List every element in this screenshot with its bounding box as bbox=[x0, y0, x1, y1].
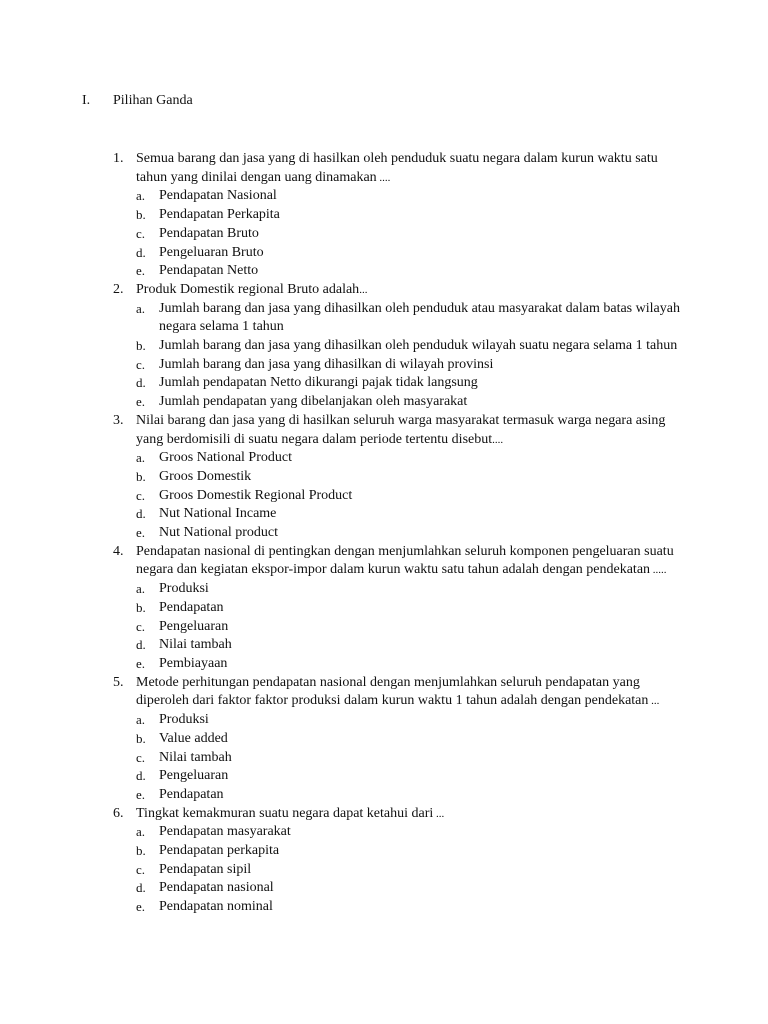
option-text: Pendapatan Perkapita bbox=[159, 207, 280, 223]
answer-options bbox=[136, 449, 683, 543]
option-letter: e. bbox=[136, 899, 146, 915]
option-letter: a. bbox=[136, 450, 146, 466]
answer-options bbox=[136, 300, 683, 412]
answer-option bbox=[136, 393, 683, 412]
option-text: Pendapatan sipil bbox=[159, 861, 252, 877]
option-text: Pendapatan nasional bbox=[159, 880, 274, 896]
option-letter: c. bbox=[136, 749, 146, 765]
answer-option bbox=[136, 449, 683, 468]
option-text: Pendapatan Nasional bbox=[159, 188, 277, 204]
section-title: Pilihan Ganda bbox=[113, 93, 193, 108]
answer-option bbox=[136, 636, 683, 655]
answer-option bbox=[136, 300, 683, 337]
answer-option bbox=[136, 468, 683, 487]
option-letter: e. bbox=[136, 394, 146, 410]
question-item bbox=[113, 412, 683, 543]
answer-option bbox=[136, 599, 683, 618]
option-letter: b. bbox=[136, 843, 146, 859]
answer-option bbox=[136, 374, 683, 393]
option-text: Pengeluaran bbox=[159, 768, 229, 784]
option-text: Nilai tambah bbox=[159, 749, 232, 765]
question-item bbox=[113, 674, 683, 805]
question-prompt: Tingkat kemakmuran suatu negara dapat ketahui dari bbox=[136, 805, 434, 821]
question-number: 6. bbox=[113, 805, 124, 821]
answer-options bbox=[136, 823, 683, 917]
option-text: Nilai tambah bbox=[159, 637, 232, 653]
answer-option bbox=[136, 206, 683, 225]
option-text: Pendapatan nominal bbox=[159, 899, 273, 915]
option-letter: b. bbox=[136, 599, 146, 615]
option-letter: a. bbox=[136, 300, 146, 316]
option-letter: d. bbox=[136, 880, 146, 896]
answer-option bbox=[136, 749, 683, 768]
question-ellipsis: .... bbox=[492, 433, 504, 446]
answer-option bbox=[136, 244, 683, 263]
option-letter: c. bbox=[136, 225, 146, 241]
option-letter: a. bbox=[136, 824, 146, 840]
option-text: Pendapatan Netto bbox=[159, 263, 259, 279]
answer-options bbox=[136, 580, 683, 674]
question-list bbox=[113, 150, 683, 917]
question-text bbox=[136, 412, 683, 449]
question-ellipsis: ..... bbox=[650, 564, 667, 577]
option-text: Groos Domestik bbox=[159, 468, 252, 484]
question-item bbox=[113, 281, 683, 412]
option-text: Pendapatan perkapita bbox=[159, 843, 280, 859]
answer-option bbox=[136, 505, 683, 524]
option-text: Pengeluaran Bruto bbox=[159, 244, 264, 260]
question-text bbox=[136, 150, 683, 187]
option-letter: d. bbox=[136, 244, 146, 260]
answer-option bbox=[136, 356, 683, 375]
answer-option bbox=[136, 225, 683, 244]
answer-option bbox=[136, 767, 683, 786]
option-text: Jumlah barang dan jasa yang dihasilkan di wilayah provinsi bbox=[159, 356, 494, 372]
answer-option bbox=[136, 487, 683, 506]
question-prompt: Metode perhitungan pendapatan nasional dengan menjumlahkan seluruh pendapatan yang diperoleh dari faktor faktor produksi dalam kurun waktu 1 tahun adalah dengan pendekatan bbox=[136, 674, 649, 709]
option-letter: a. bbox=[136, 581, 146, 597]
option-letter: b. bbox=[136, 730, 146, 746]
option-letter: d. bbox=[136, 506, 146, 522]
option-letter: c. bbox=[136, 861, 146, 877]
option-letter: c. bbox=[136, 487, 146, 503]
question-text bbox=[136, 543, 683, 580]
option-text: Jumlah pendapatan yang dibelanjakan oleh masyarakat bbox=[159, 394, 468, 410]
question-item bbox=[113, 543, 683, 674]
question-prompt: Nilai barang dan jasa yang di hasilkan seluruh warga masyarakat termasuk warga negara asing yang berdomisili di suatu negara dalam periode tertentu disebut bbox=[136, 412, 666, 447]
answer-option bbox=[136, 580, 683, 599]
option-text: Pendapatan masyarakat bbox=[159, 824, 291, 840]
question-ellipsis: .... bbox=[376, 171, 391, 184]
option-letter: d. bbox=[136, 637, 146, 653]
option-text: Pendapatan bbox=[159, 786, 224, 802]
question-text bbox=[136, 674, 683, 711]
question-ellipsis: ... bbox=[359, 283, 368, 296]
answer-option bbox=[136, 711, 683, 730]
option-text: Groos National Product bbox=[159, 450, 292, 466]
answer-option bbox=[136, 730, 683, 749]
option-letter: e. bbox=[136, 655, 146, 671]
question-number: 3. bbox=[113, 412, 124, 428]
answer-option bbox=[136, 262, 683, 281]
question-ellipsis: ... bbox=[648, 695, 660, 708]
option-letter: e. bbox=[136, 786, 146, 802]
question-prompt: Semua barang dan jasa yang di hasilkan oleh penduduk suatu negara dalam kurun waktu satu tahun yang dinilai dengan uang dinamakan bbox=[136, 151, 658, 185]
option-text: Produksi bbox=[159, 581, 209, 597]
answer-options bbox=[136, 711, 683, 805]
option-text: Pendapatan Bruto bbox=[159, 225, 259, 241]
answer-option bbox=[136, 337, 683, 356]
option-text: Value added bbox=[159, 730, 228, 746]
answer-option bbox=[136, 842, 683, 861]
question-number: 5. bbox=[113, 674, 124, 690]
option-letter: a. bbox=[136, 712, 146, 728]
option-letter: d. bbox=[136, 375, 146, 391]
option-text: Jumlah barang dan jasa yang dihasilkan oleh penduduk atau masyarakat dalam batas wilayah negara selama 1 tahun bbox=[159, 300, 680, 335]
answer-option bbox=[136, 861, 683, 880]
option-text: Jumlah barang dan jasa yang dihasilkan oleh penduduk wilayah suatu negara selama 1 tahun bbox=[159, 338, 678, 354]
question-number: 4. bbox=[113, 543, 124, 559]
question-number: 2. bbox=[113, 281, 124, 297]
question-text bbox=[136, 281, 683, 300]
option-text: Jumlah pendapatan Netto dikurangi pajak tidak langsung bbox=[159, 375, 478, 391]
question-item bbox=[113, 805, 683, 917]
answer-option bbox=[136, 187, 683, 206]
option-letter: d. bbox=[136, 768, 146, 784]
option-letter: e. bbox=[136, 525, 146, 541]
option-text: Pengeluaran bbox=[159, 618, 229, 634]
option-letter: b. bbox=[136, 207, 146, 223]
question-item bbox=[113, 150, 683, 281]
question-ellipsis: ... bbox=[433, 807, 445, 820]
answer-option bbox=[136, 786, 683, 805]
question-prompt: Pendapatan nasional di pentingkan dengan menjumlahkan seluruh komponen pengeluaran suatu negara dan kegiatan ekspor-impor dalam kurun waktu satu tahun adalah dengan pendekatan bbox=[136, 543, 674, 578]
option-letter: b. bbox=[136, 338, 146, 354]
answer-option bbox=[136, 524, 683, 543]
option-text: Produksi bbox=[159, 712, 209, 728]
answer-option bbox=[136, 618, 683, 637]
option-letter: c. bbox=[136, 618, 146, 634]
answer-option bbox=[136, 823, 683, 842]
question-prompt: Produk Domestik regional Bruto adalah bbox=[136, 281, 360, 297]
option-letter: e. bbox=[136, 263, 146, 279]
option-text: Pembiayaan bbox=[159, 655, 228, 671]
answer-option bbox=[136, 898, 683, 917]
answer-options bbox=[136, 187, 683, 281]
section-numeral: I. bbox=[82, 93, 91, 108]
option-text: Nut National product bbox=[159, 525, 278, 541]
option-text: Groos Domestik Regional Product bbox=[159, 487, 353, 503]
answer-option bbox=[136, 655, 683, 674]
answer-option bbox=[136, 879, 683, 898]
option-text: Pendapatan bbox=[159, 599, 224, 615]
option-letter: c. bbox=[136, 356, 146, 372]
option-letter: a. bbox=[136, 188, 146, 204]
question-number: 1. bbox=[113, 151, 124, 166]
option-letter: b. bbox=[136, 468, 146, 484]
question-text bbox=[136, 805, 683, 824]
option-text: Nut National Incame bbox=[159, 506, 277, 522]
